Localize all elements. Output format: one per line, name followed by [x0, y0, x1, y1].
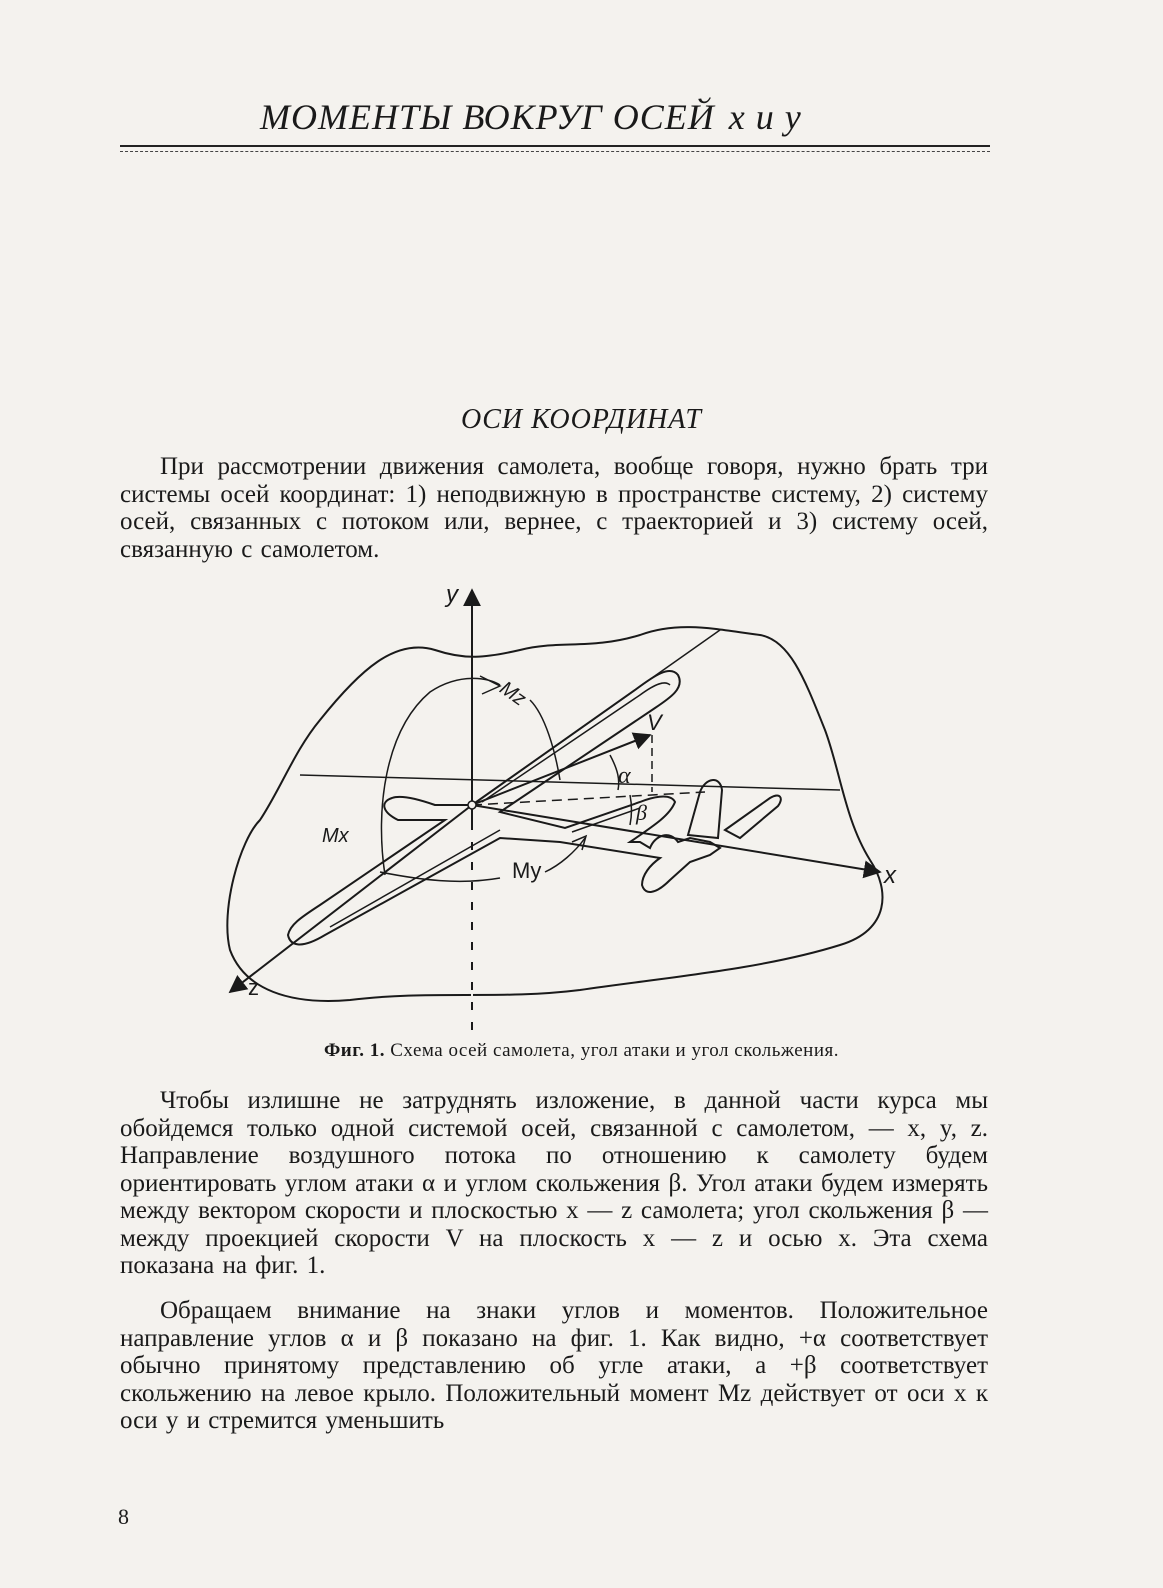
running-head-title: МОМЕНТЫ ВОКРУГ ОСЕЙ [260, 97, 715, 137]
paragraph-3-text: Обращаем внимание на знаки углов и моментов. Положительное направление углов α и β показано на фиг. 1. Как видно, +α соответствует обычно принятому представлению об угле атаки, а +β соответствует скольжению на левое крыло. Положительный момент Mz действует от оси x к оси y и стремится уменьшить [120, 1297, 988, 1434]
running-head-axes: x и y [728, 97, 802, 137]
page-number: 8 [118, 1504, 129, 1529]
reference-line-horizontal [300, 775, 840, 790]
my-arrowhead [572, 836, 586, 850]
header-rule [120, 145, 990, 147]
mx-label: Mx [322, 825, 349, 847]
horizontal-stabilizer [725, 796, 781, 838]
figure-axes-diagram [200, 580, 940, 1040]
section-title: ОСИ КООРДИНАТ [460, 404, 703, 435]
my-label: My [512, 858, 542, 883]
x-axis-label: x [884, 862, 896, 889]
paragraph-2-text: Чтобы излишне не затруднять изложение, в данной части курса мы обойдемся только одной системой осей, связанной с самолетом, — x, y, z. Направление воздушного потока по отношению к самолету будем ориентировать углом атаки α и углом скольжения β. Угол атаки будем измерять между вектором скорости и плоскостью x — z самолета; угол скольжения β — между проекцией скорости V на плоскость x — z и осью x. Эта схема показана на фиг. 1. [120, 1087, 988, 1279]
figure-caption-label: Фиг. 1. [323, 1040, 385, 1061]
v-label: V [647, 710, 662, 735]
z-axis-line [230, 805, 472, 992]
figure-caption [0, 1040, 1163, 1062]
vertical-tail [688, 780, 722, 838]
paragraph-2 [120, 1087, 988, 1280]
paragraph-1 [120, 453, 988, 563]
blob-outline [227, 627, 882, 1001]
alpha-label: α [618, 763, 631, 789]
origin-point [468, 801, 476, 809]
mz-label: Mz [495, 677, 530, 711]
paragraph-3 [120, 1297, 988, 1435]
z-axis-label: z [248, 975, 259, 1000]
beta-label: β [636, 800, 647, 825]
running-head [260, 96, 802, 138]
paragraph-1-text: При рассмотрении движения самолета, вообще говоря, нужно брать три системы осей координат: 1) неподвижную в пространстве систему, 2) систему осей, связанных с потоком или, вернее, с траекторией и 3) систему осей, связанную с самолетом. [120, 453, 988, 563]
beta-arc [630, 795, 632, 825]
axes-diagram-svg [200, 580, 940, 1040]
figure-caption-text: Схема осей самолета, угол атаки и угол скольжения. [390, 1040, 840, 1061]
my-arc [380, 838, 585, 881]
y-axis-label: y [446, 581, 458, 608]
airplane-inner-outline [330, 683, 670, 927]
header-rule-dashed [120, 151, 990, 152]
